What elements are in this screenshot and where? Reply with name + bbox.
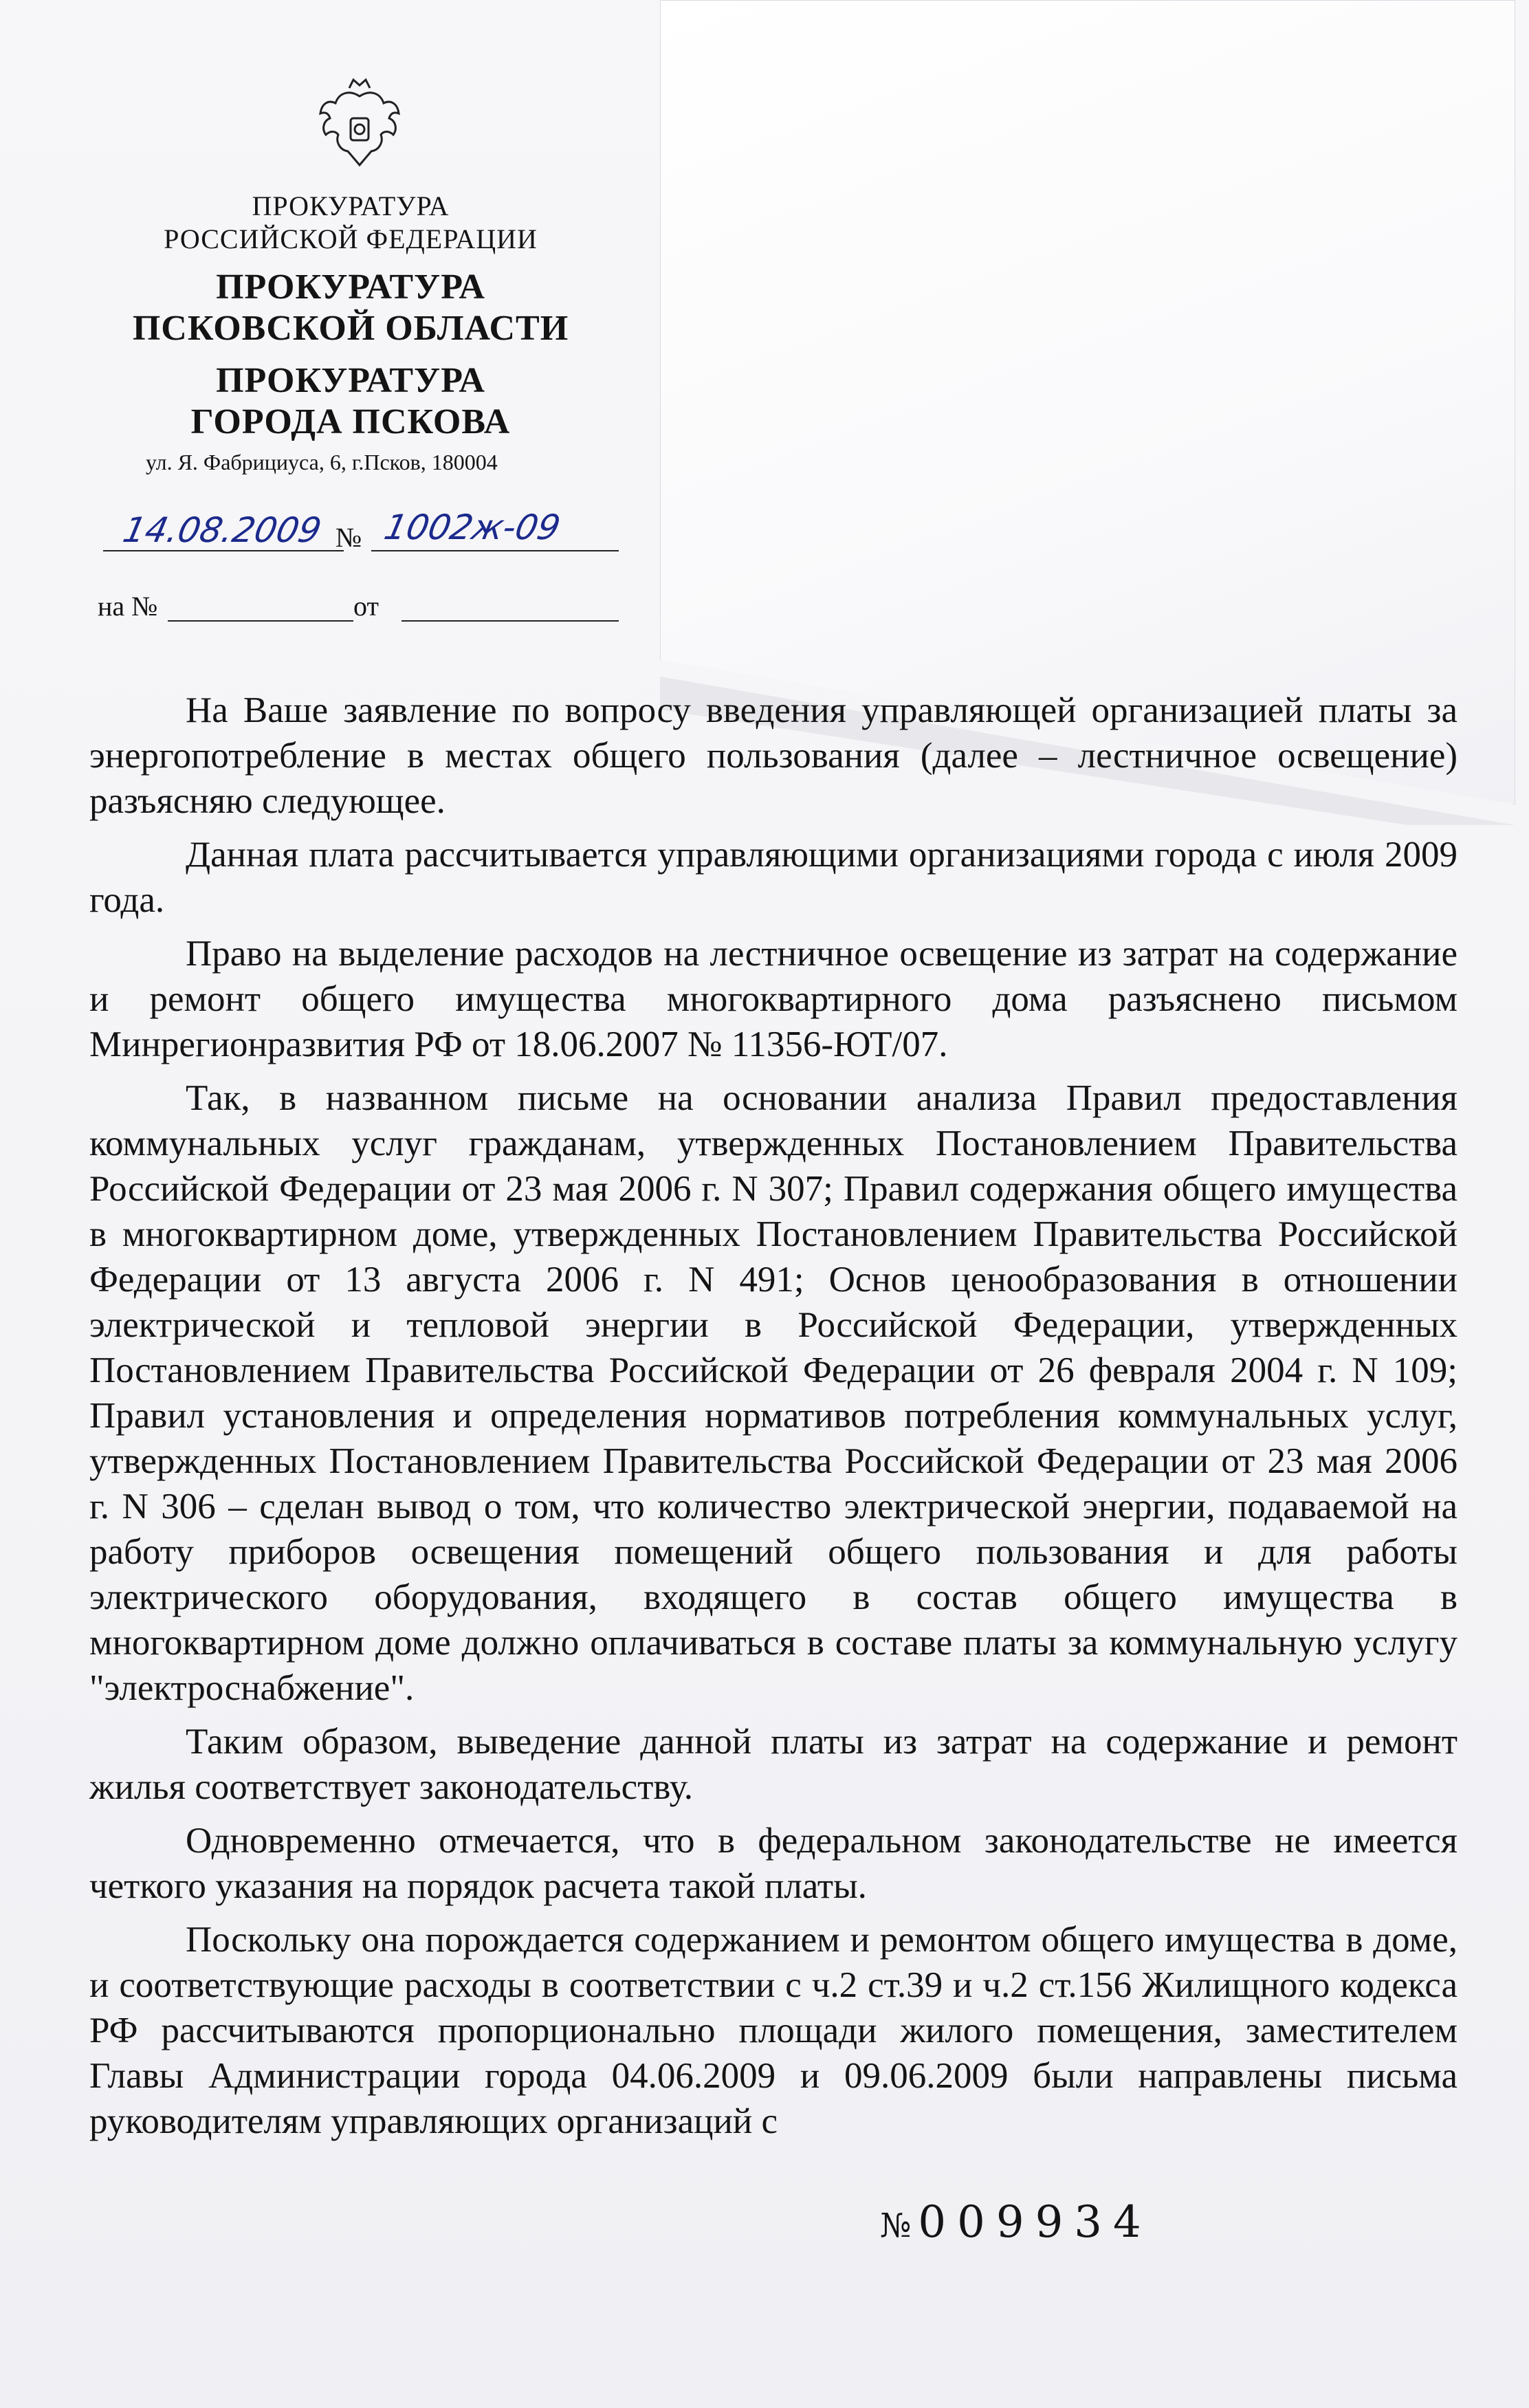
- double-headed-eagle-icon: [308, 76, 411, 179]
- header-block: [96, 190, 605, 443]
- serial-number: [880, 2197, 1152, 2248]
- header-line-5: ПРОКУРАТУРА: [216, 361, 485, 400]
- serial-value: 009934: [918, 2197, 1152, 2248]
- number-label: №: [336, 522, 362, 553]
- paragraph-3: Право на выделение расходов на лестничное освещение из затрат на содержание и ремонт общего имущества многоквартирного дома разъяснено письмом Минрегионразвития РФ от 18.06.2007 № 11356-ЮТ/07.: [89, 934, 1458, 1064]
- serial-prefix: №: [880, 2207, 912, 2245]
- from-line: [402, 620, 619, 622]
- header-line-6: ГОРОДА ПСКОВА: [190, 402, 511, 441]
- ref-line: [168, 620, 353, 622]
- number-line: [371, 550, 619, 551]
- paragraph-1: На Ваше заявление по вопросу введения управляющей организацией платы за энергопотребление в местах общего пользования (далее – лестничное освещение) разъясняю следующее.: [89, 690, 1458, 821]
- letter-body: [89, 688, 1458, 2152]
- from-label: от: [353, 591, 379, 622]
- ref-label: на №: [98, 591, 158, 622]
- header-line-1: ПРОКУРАТУРА: [252, 190, 450, 221]
- paragraph-7: Поскольку она порождается содержанием и ремонтом общего имущества в доме, и соответствующие расходы в соответствии с ч.2 ст.39 и ч.2 ст.156 Жилищного кодекса РФ рассчитываются пропорционально площади жилого помещения, заместителем Главы Администрации города 04.06.2009 и 09.06.2009 были направлены письма руководителям управляющих организаций с: [89, 1920, 1458, 2141]
- handwritten-number: 1002ж-09: [380, 507, 564, 547]
- paragraph-6: Одновременно отмечается, что в федеральном законодательстве не имеется четкого указания на порядок расчета такой платы.: [89, 1821, 1458, 1906]
- paragraph-5: Таким образом, выведение данной платы из затрат на содержание и ремонт жилья соответствует законодательству.: [89, 1722, 1458, 1807]
- header-line-4: ПСКОВСКОЙ ОБЛАСТИ: [132, 309, 569, 348]
- handwritten-date: 14.08.2009: [119, 510, 325, 550]
- address: ул. Я. Фабрициуса, 6, г.Псков, 180004: [146, 450, 498, 474]
- paragraph-4: Так, в названном письме на основании анализа Правил предоставления коммунальных услуг гражданам, утвержденных Постановлением Правительства Российской Федерации от 23 мая 2006 г. N 307; Правил содержания общего имущества в многоквартирном доме, утвержденных Постановлением Правительства Российской Федерации от 13 августа 2006 г. N 491; Основ ценообразования в отношении электрической и тепловой энергии в Российской Федерации, утвержденных Постановлением Правительства Российской Федерации от 26 февраля 2004 г. N 109; Правил установления и определения нормативов потребления коммунальных услуг, утвержденных Постановлением Правительства Российской Федерации от 23 мая 2006 г. N 306 – сделан вывод о том, что количество электрической энергии, подаваемой на работу приборов освещения помещений общего пользования и для работы электрического оборудования, входящего в состав общего имущества в многоквартирном доме должно оплачиваться в составе платы за коммунальную услугу "электроснабжение".: [89, 1078, 1458, 1708]
- paragraph-2: Данная плата рассчитывается управляющими организациями города с июля 2009 года.: [89, 835, 1458, 920]
- date-line: [103, 550, 344, 551]
- header-line-2: РОССИЙСКОЙ ФЕДЕРАЦИИ: [164, 223, 538, 254]
- header-line-3: ПРОКУРАТУРА: [216, 267, 485, 307]
